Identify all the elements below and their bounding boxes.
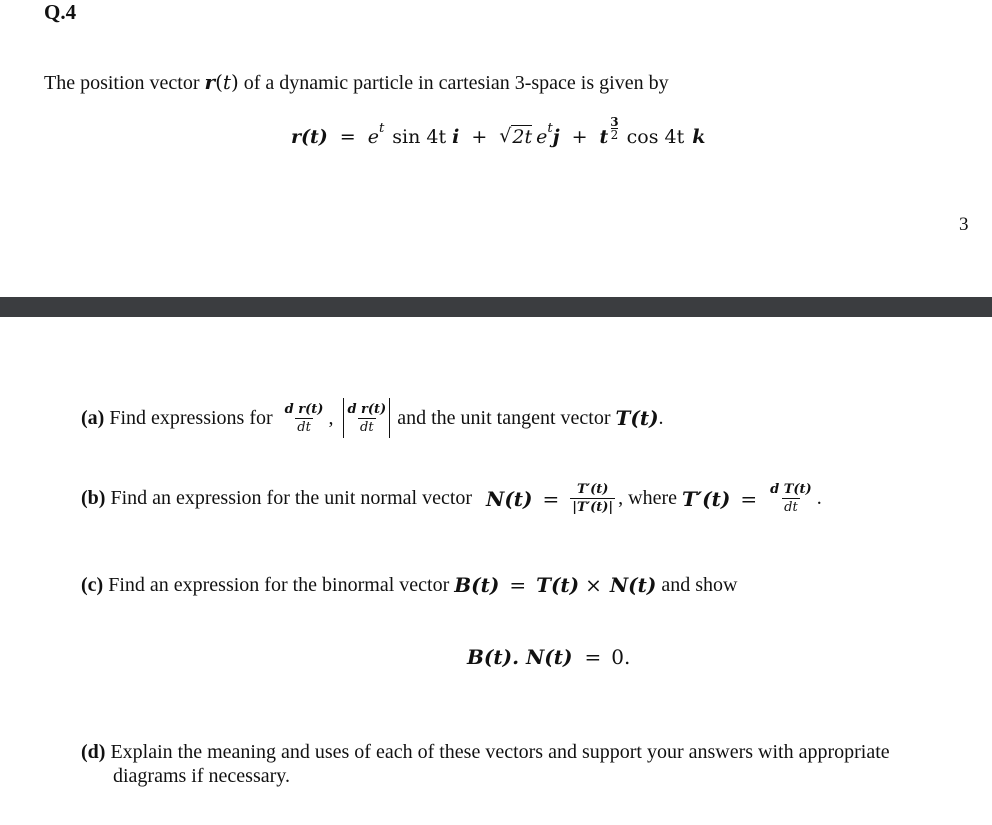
equation-lhs: r(t) [291, 125, 328, 148]
term2-sqrt: √ 2t [499, 125, 533, 148]
part-a-label: (a) [81, 406, 105, 429]
unit-tangent: T(t) [615, 406, 659, 430]
part-c-label: (c) [81, 573, 104, 596]
t-prime: T′(t) [682, 486, 731, 511]
term1-unit: i [452, 125, 460, 148]
dot-product-lhs: B(t). N(t) [467, 645, 573, 669]
intro-text [44, 70, 669, 95]
plus-2: + [571, 125, 588, 148]
part-b-text: Find an expression for the unit normal vector [110, 487, 473, 509]
term1-exp: t [378, 121, 385, 136]
intro-text-content: The position vector r(t) of a dynamic particle in cartesian 3-space is given by [44, 70, 669, 94]
part-a-text-before: Find expressions for [109, 406, 273, 429]
question-number: Q.4 [44, 0, 77, 24]
term2-unit: j [552, 125, 560, 148]
position-equation [291, 115, 706, 149]
part-a: (a) Find expressions for $\frac{\text{d r(t)}}{dt}$ , $\frac{\text{d r(t)}}{dt}$ and the unit tangent vector T(t) . [81, 398, 664, 438]
part-b-where: where [628, 487, 677, 509]
part-c-result: B(t). N(t) = 0. [467, 645, 631, 669]
term1-rest: sin 4t [392, 125, 447, 148]
part-b-label: (b) [81, 487, 106, 509]
part-d [81, 740, 890, 788]
part-d-line2: diagrams if necessary. [113, 765, 290, 787]
part-b: (b) Find an expression for the unit normal vector N(t) = $\frac{T'(t)}{|T'(t)|}$ , where T′(t) = $\frac{\text{d T(t)}}{dt}$ . [81, 482, 822, 515]
dr-dt-magnitude: $\frac{\text{d r(t)}}{dt}$ [343, 398, 390, 438]
term3-exponent: 3 2 [610, 115, 619, 142]
normal-lhs: N(t) [486, 486, 533, 511]
normal-fraction: $\frac{T'(t)}{|T'(t)|}$ [572, 482, 614, 515]
part-d-label: (d) [81, 741, 106, 763]
term1-base: e [367, 125, 379, 148]
term3-unit: k [692, 125, 706, 148]
term3-rest: cos 4t [626, 125, 685, 148]
part-d-line1: Explain the meaning and uses of each of these vectors and support your answers with appropriate [110, 741, 890, 763]
part-a-text-after: and the unit tangent vector [397, 406, 611, 429]
part-c-text: Find an expression for the binormal vector [108, 573, 450, 596]
term3-base: t [599, 125, 609, 148]
binormal-lhs: B(t) [454, 573, 500, 597]
part-c: (c) Find an expression for the binormal vector B(t) = T(t) × N(t) and show [81, 573, 738, 597]
part-a-comma: , [328, 406, 334, 429]
term2-exp: t [547, 121, 553, 136]
term2-e: e [536, 125, 548, 148]
page-number: 3 [959, 214, 969, 235]
plus-1: + [471, 125, 488, 148]
page-divider [0, 297, 992, 317]
dT-dt-fraction: $\frac{\text{d T(t)}}{dt}$ [770, 482, 812, 515]
dr-dt-fraction: $\frac{\text{d r(t)}}{dt}$ [284, 401, 324, 435]
equation-equals: = [339, 125, 356, 148]
